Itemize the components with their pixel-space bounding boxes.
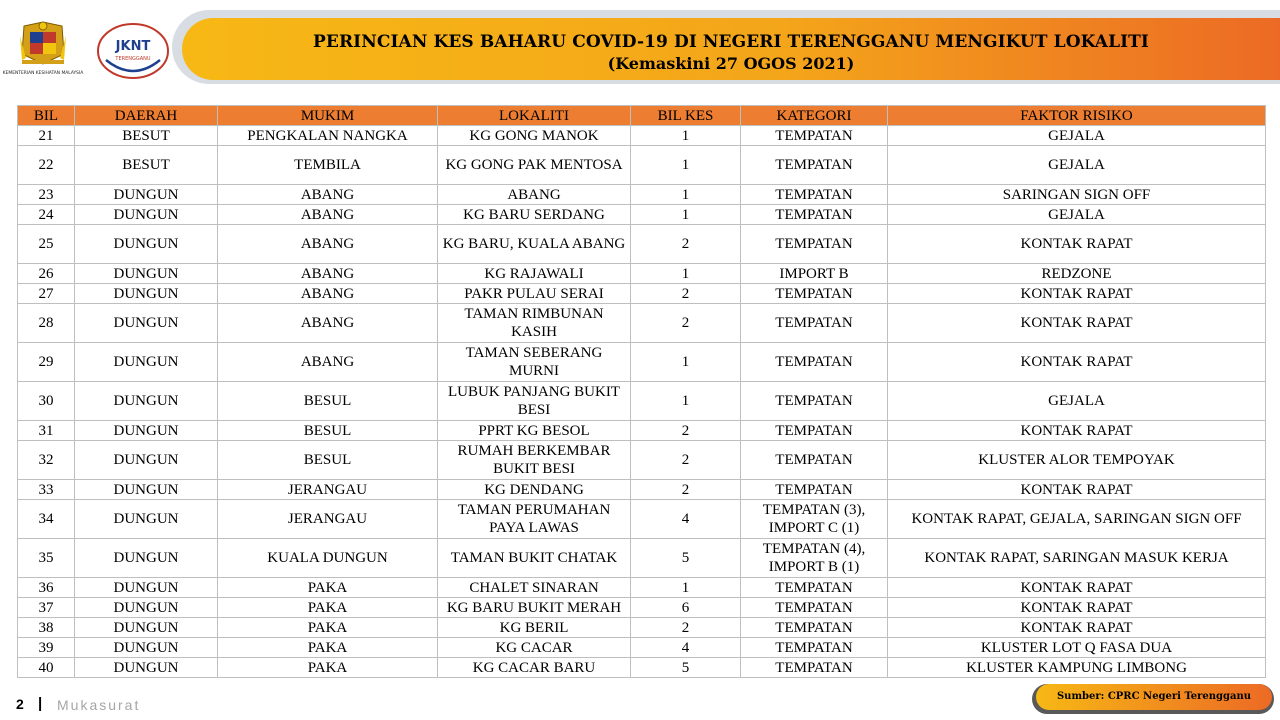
- cell-faktor-risiko: KLUSTER KAMPUNG LIMBONG: [888, 658, 1266, 678]
- cell-bil-kes: 1: [631, 126, 741, 146]
- column-header-faktor-risiko: FAKTOR RISIKO: [888, 106, 1266, 126]
- cell-faktor-risiko: KLUSTER ALOR TEMPOYAK: [888, 441, 1266, 480]
- cell-bil: 29: [18, 343, 75, 382]
- table-row: [18, 500, 1266, 539]
- table-body: [18, 126, 1266, 678]
- cell-bil: 22: [18, 146, 75, 185]
- table-row: [18, 480, 1266, 500]
- malaysia-crest-logo: [2, 20, 84, 86]
- cell-faktor-risiko: GEJALA: [888, 126, 1266, 146]
- cell-bil: 35: [18, 539, 75, 578]
- cell-mukim: ABANG: [218, 284, 438, 304]
- cell-mukim: BESUL: [218, 441, 438, 480]
- table-row: [18, 205, 1266, 225]
- cell-lokaliti: KG CACAR: [438, 638, 631, 658]
- cell-mukim: PAKA: [218, 598, 438, 618]
- cell-bil: 23: [18, 185, 75, 205]
- cell-lokaliti: RUMAH BERKEMBAR BUKIT BESI: [438, 441, 631, 480]
- cell-faktor-risiko: KONTAK RAPAT: [888, 304, 1266, 343]
- cell-bil-kes: 4: [631, 500, 741, 539]
- cell-lokaliti: KG BARU BUKIT MERAH: [438, 598, 631, 618]
- cell-mukim: PAKA: [218, 578, 438, 598]
- table-row: [18, 343, 1266, 382]
- cell-kategori: TEMPATAN: [741, 480, 888, 500]
- cell-bil-kes: 1: [631, 185, 741, 205]
- cell-faktor-risiko: KONTAK RAPAT, GEJALA, SARINGAN SIGN OFF: [888, 500, 1266, 539]
- cell-faktor-risiko: GEJALA: [888, 382, 1266, 421]
- table-row: [18, 638, 1266, 658]
- cell-bil: 40: [18, 658, 75, 678]
- cell-mukim: PENGKALAN NANGKA: [218, 126, 438, 146]
- cell-mukim: PAKA: [218, 658, 438, 678]
- cell-daerah: DUNGUN: [75, 421, 218, 441]
- cell-kategori: TEMPATAN: [741, 304, 888, 343]
- cell-daerah: DUNGUN: [75, 638, 218, 658]
- source-badge: Sumber: CPRC Negeri Terengganu: [1036, 684, 1272, 710]
- cell-bil: 21: [18, 126, 75, 146]
- cell-faktor-risiko: KONTAK RAPAT, SARINGAN MASUK KERJA: [888, 539, 1266, 578]
- table-row: [18, 618, 1266, 638]
- cell-mukim: PAKA: [218, 638, 438, 658]
- cell-lokaliti: TAMAN BUKIT CHATAK: [438, 539, 631, 578]
- cell-daerah: DUNGUN: [75, 480, 218, 500]
- cell-faktor-risiko: KONTAK RAPAT: [888, 618, 1266, 638]
- cell-faktor-risiko: KONTAK RAPAT: [888, 480, 1266, 500]
- logo-right-text: JKNT: [115, 39, 151, 54]
- cell-mukim: TEMBILA: [218, 146, 438, 185]
- cell-lokaliti: KG DENDANG: [438, 480, 631, 500]
- cell-lokaliti: LUBUK PANJANG BUKIT BESI: [438, 382, 631, 421]
- cell-bil-kes: 2: [631, 421, 741, 441]
- cell-bil-kes: 2: [631, 441, 741, 480]
- cell-mukim: ABANG: [218, 264, 438, 284]
- cell-lokaliti: KG BERIL: [438, 618, 631, 638]
- page-title: PERINCIAN KES BAHARU COVID-19 DI NEGERI TERENGGANU MENGIKUT LOKALITI: [313, 32, 1149, 52]
- table-row: [18, 382, 1266, 421]
- cell-lokaliti: KG BARU SERDANG: [438, 205, 631, 225]
- cell-mukim: JERANGAU: [218, 480, 438, 500]
- cell-bil: 24: [18, 205, 75, 225]
- cell-bil: 36: [18, 578, 75, 598]
- cell-bil: 37: [18, 598, 75, 618]
- cell-bil-kes: 2: [631, 618, 741, 638]
- column-header-bil-kes: BIL KES: [631, 106, 741, 126]
- cell-daerah: DUNGUN: [75, 304, 218, 343]
- cell-faktor-risiko: KONTAK RAPAT: [888, 598, 1266, 618]
- cell-daerah: DUNGUN: [75, 284, 218, 304]
- cell-kategori: TEMPATAN: [741, 598, 888, 618]
- title-banner: [182, 18, 1280, 80]
- cell-daerah: DUNGUN: [75, 185, 218, 205]
- logo-left-caption: KEMENTERIAN KESIHATAN MALAYSIA: [2, 71, 84, 76]
- cell-faktor-risiko: KONTAK RAPAT: [888, 225, 1266, 264]
- cell-lokaliti: TAMAN SEBERANG MURNI: [438, 343, 631, 382]
- column-header-lokaliti: LOKALITI: [438, 106, 631, 126]
- column-header-mukim: MUKIM: [218, 106, 438, 126]
- cell-bil: 28: [18, 304, 75, 343]
- cell-daerah: DUNGUN: [75, 658, 218, 678]
- table-row: [18, 126, 1266, 146]
- cell-bil-kes: 2: [631, 480, 741, 500]
- table-row: [18, 304, 1266, 343]
- cell-bil-kes: 1: [631, 146, 741, 185]
- column-header-daerah: DAERAH: [75, 106, 218, 126]
- cell-mukim: ABANG: [218, 225, 438, 264]
- page-subtitle: (Kemaskini 27 OGOS 2021): [607, 54, 855, 73]
- cell-bil-kes: 2: [631, 304, 741, 343]
- cell-faktor-risiko: KLUSTER LOT Q FASA DUA: [888, 638, 1266, 658]
- cell-bil: 32: [18, 441, 75, 480]
- cell-faktor-risiko: KONTAK RAPAT: [888, 421, 1266, 441]
- cell-mukim: KUALA DUNGUN: [218, 539, 438, 578]
- cell-kategori: TEMPATAN: [741, 382, 888, 421]
- table-row: [18, 225, 1266, 264]
- cell-daerah: DUNGUN: [75, 382, 218, 421]
- cell-faktor-risiko: SARINGAN SIGN OFF: [888, 185, 1266, 205]
- cell-bil-kes: 1: [631, 205, 741, 225]
- page-separator: |: [38, 695, 43, 712]
- cell-lokaliti: KG CACAR BARU: [438, 658, 631, 678]
- cell-faktor-risiko: GEJALA: [888, 205, 1266, 225]
- cell-kategori: TEMPATAN: [741, 421, 888, 441]
- cell-bil: 27: [18, 284, 75, 304]
- page-number: 2: [16, 696, 24, 712]
- cell-bil-kes: 2: [631, 284, 741, 304]
- cell-bil-kes: 6: [631, 598, 741, 618]
- cell-kategori: TEMPATAN: [741, 638, 888, 658]
- cell-bil-kes: 5: [631, 658, 741, 678]
- cell-daerah: DUNGUN: [75, 618, 218, 638]
- cell-lokaliti: PAKR PULAU SERAI: [438, 284, 631, 304]
- cell-kategori: TEMPATAN: [741, 578, 888, 598]
- cell-bil-kes: 1: [631, 343, 741, 382]
- table-row: [18, 421, 1266, 441]
- cell-mukim: ABANG: [218, 185, 438, 205]
- cell-kategori: TEMPATAN: [741, 658, 888, 678]
- cell-mukim: ABANG: [218, 304, 438, 343]
- cell-daerah: DUNGUN: [75, 225, 218, 264]
- cell-kategori: TEMPATAN: [741, 618, 888, 638]
- cell-daerah: DUNGUN: [75, 539, 218, 578]
- column-header-bil: BIL: [18, 106, 75, 126]
- cell-kategori: TEMPATAN: [741, 343, 888, 382]
- cell-kategori: TEMPATAN: [741, 205, 888, 225]
- cell-faktor-risiko: GEJALA: [888, 146, 1266, 185]
- cell-mukim: BESUL: [218, 421, 438, 441]
- cell-bil: 26: [18, 264, 75, 284]
- cell-lokaliti: ABANG: [438, 185, 631, 205]
- cell-bil: 31: [18, 421, 75, 441]
- cell-mukim: JERANGAU: [218, 500, 438, 539]
- cell-faktor-risiko: KONTAK RAPAT: [888, 343, 1266, 382]
- cell-lokaliti: TAMAN PERUMAHAN PAYA LAWAS: [438, 500, 631, 539]
- table-header-row: [18, 106, 1266, 126]
- cell-kategori: TEMPATAN (3), IMPORT C (1): [741, 500, 888, 539]
- cell-daerah: DUNGUN: [75, 205, 218, 225]
- table-row: [18, 185, 1266, 205]
- cell-kategori: TEMPATAN: [741, 185, 888, 205]
- table-row: [18, 658, 1266, 678]
- cell-kategori: TEMPATAN: [741, 441, 888, 480]
- cell-daerah: DUNGUN: [75, 500, 218, 539]
- cell-bil-kes: 4: [631, 638, 741, 658]
- cell-faktor-risiko: KONTAK RAPAT: [888, 284, 1266, 304]
- table-row: [18, 441, 1266, 480]
- cell-bil-kes: 2: [631, 225, 741, 264]
- cell-daerah: DUNGUN: [75, 343, 218, 382]
- cell-mukim: ABANG: [218, 205, 438, 225]
- cell-lokaliti: KG GONG MANOK: [438, 126, 631, 146]
- table-row: [18, 146, 1266, 185]
- cell-daerah: DUNGUN: [75, 578, 218, 598]
- cell-lokaliti: PPRT KG BESOL: [438, 421, 631, 441]
- cell-bil-kes: 1: [631, 578, 741, 598]
- cell-bil-kes: 1: [631, 264, 741, 284]
- table-row: [18, 284, 1266, 304]
- cell-mukim: ABANG: [218, 343, 438, 382]
- cell-faktor-risiko: KONTAK RAPAT: [888, 578, 1266, 598]
- column-header-kategori: KATEGORI: [741, 106, 888, 126]
- cell-daerah: DUNGUN: [75, 598, 218, 618]
- cell-kategori: TEMPATAN (4), IMPORT B (1): [741, 539, 888, 578]
- table-row: [18, 264, 1266, 284]
- cell-bil: 25: [18, 225, 75, 264]
- logo-right-subtext: TERENGGANU: [115, 56, 151, 62]
- cell-kategori: TEMPATAN: [741, 225, 888, 264]
- cell-bil-kes: 1: [631, 382, 741, 421]
- table-row: [18, 539, 1266, 578]
- page-label: Mukasurat: [57, 697, 141, 713]
- cell-bil: 38: [18, 618, 75, 638]
- cell-kategori: TEMPATAN: [741, 126, 888, 146]
- cell-lokaliti: KG GONG PAK MENTOSA: [438, 146, 631, 185]
- cell-daerah: BESUT: [75, 126, 218, 146]
- cell-lokaliti: KG BARU, KUALA ABANG: [438, 225, 631, 264]
- cell-kategori: TEMPATAN: [741, 146, 888, 185]
- cell-mukim: PAKA: [218, 618, 438, 638]
- cell-bil: 34: [18, 500, 75, 539]
- cell-lokaliti: KG RAJAWALI: [438, 264, 631, 284]
- cell-mukim: BESUL: [218, 382, 438, 421]
- cell-bil: 39: [18, 638, 75, 658]
- jknt-logo: [96, 22, 170, 80]
- cell-bil: 30: [18, 382, 75, 421]
- cell-bil: 33: [18, 480, 75, 500]
- cell-daerah: BESUT: [75, 146, 218, 185]
- cell-lokaliti: TAMAN RIMBUNAN KASIH: [438, 304, 631, 343]
- header-logos: [2, 20, 172, 86]
- cell-kategori: IMPORT B: [741, 264, 888, 284]
- table-row: [18, 598, 1266, 618]
- cell-faktor-risiko: REDZONE: [888, 264, 1266, 284]
- cell-daerah: DUNGUN: [75, 264, 218, 284]
- cell-daerah: DUNGUN: [75, 441, 218, 480]
- table-row: [18, 578, 1266, 598]
- cell-kategori: TEMPATAN: [741, 284, 888, 304]
- cases-table: [17, 105, 1266, 678]
- cell-bil-kes: 5: [631, 539, 741, 578]
- cell-lokaliti: CHALET SINARAN: [438, 578, 631, 598]
